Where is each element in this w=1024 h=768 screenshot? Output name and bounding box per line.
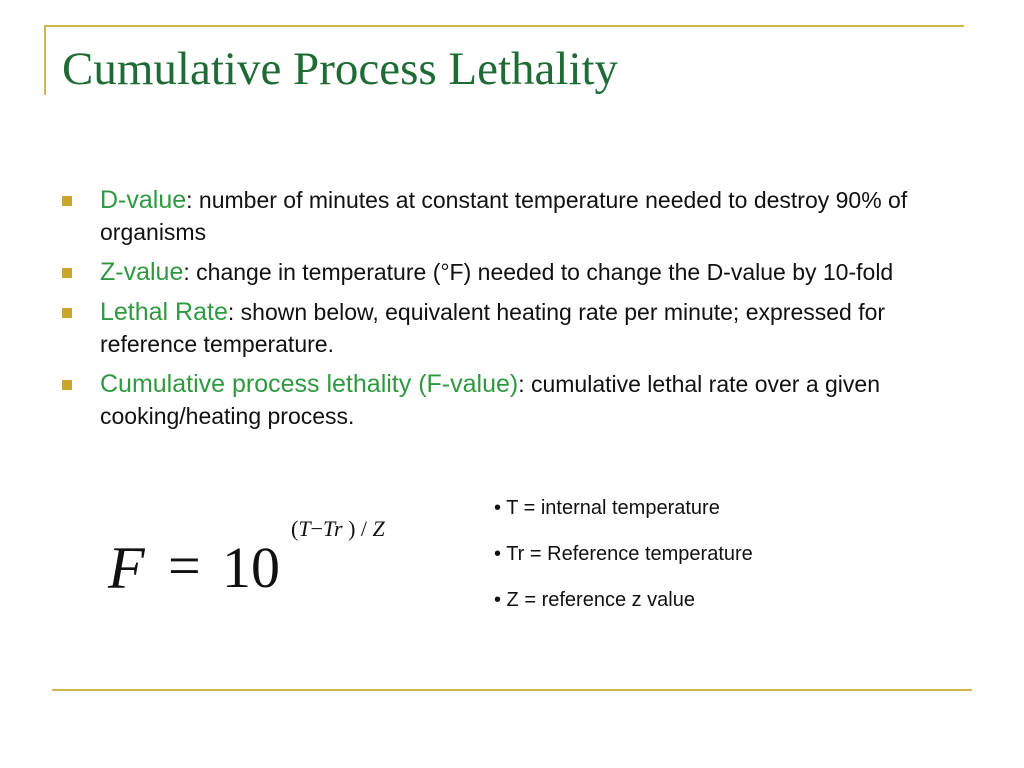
exp-slash: / [360, 516, 368, 541]
bullet-lethal-rate [62, 296, 962, 360]
legend-item-t: • T = internal temperature [494, 497, 720, 519]
top-rule [44, 25, 964, 27]
bullet-marker [62, 268, 72, 278]
exp-minus: − [310, 516, 323, 541]
exp-close-paren: ) [348, 516, 356, 541]
bullet-text: : shown below, equivalent heating rate per minute; expressed for reference temperature. [100, 299, 886, 357]
bottom-rule [52, 689, 972, 691]
exp-t: T [298, 516, 311, 541]
bullet-text: : number of minutes at constant temperature needed to destroy 90% of organisms [100, 187, 908, 245]
bullet-f-value [62, 368, 962, 432]
bullet-term: Z-value [100, 258, 184, 286]
bullet-marker [62, 196, 72, 206]
bullet-text: : change in temperature (°F) needed to change the D-value by 10-fold [183, 259, 894, 285]
bullet-d-value [62, 184, 962, 248]
formula-equals: = [168, 533, 201, 598]
bullet-term: Cumulative process lethality (F-value) [100, 370, 519, 398]
f-value-formula [108, 510, 438, 610]
formula-lhs: F [108, 535, 145, 601]
bullet-marker [62, 380, 72, 390]
formula-exponent [291, 516, 385, 542]
bullet-term: D-value [100, 186, 187, 214]
slide-title: Cumulative Process Lethality [62, 43, 619, 95]
exp-z: Z [372, 516, 385, 541]
bullet-list [62, 184, 962, 440]
exp-open-paren: ( [291, 516, 299, 541]
exp-tr: Tr [323, 516, 343, 541]
bullet-term: Lethal Rate [100, 298, 228, 326]
bullet-marker [62, 308, 72, 318]
bullet-z-value [62, 256, 962, 288]
left-rule [44, 25, 46, 95]
bullet-text: : cumulative lethal rate over a given cooking/heating process. [100, 371, 881, 429]
variable-legend [494, 494, 753, 632]
legend-item-z: • Z = reference z value [494, 589, 695, 611]
legend-item-tr: • Tr = Reference temperature [494, 543, 753, 565]
formula-base: 10 [222, 535, 280, 600]
